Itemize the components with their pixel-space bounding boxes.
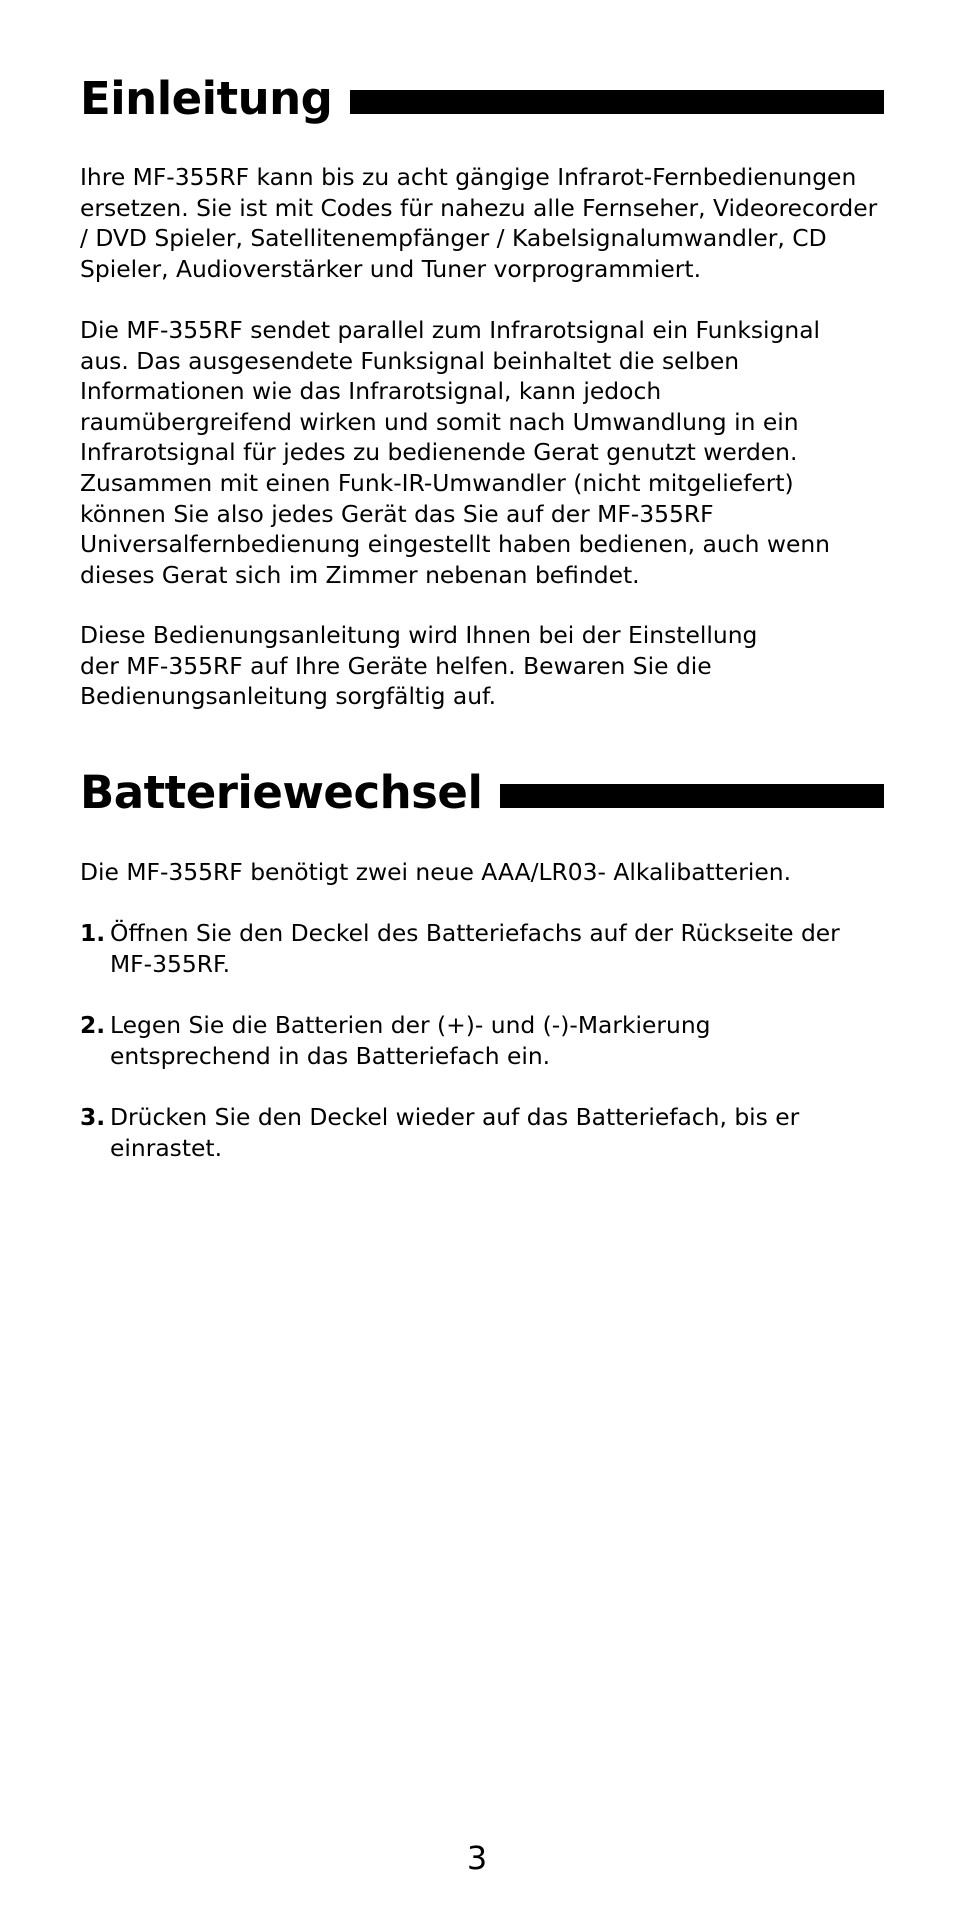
section-heading-row-batteriewechsel xyxy=(80,766,884,819)
battery-paragraph: Die MF-355RF benötigt zwei neue AAA/LR03- Alkalibatterien. xyxy=(80,858,792,886)
step-text: Legen Sie die Batterien der (+)- und (-)-Markierung entsprechend in das Batteriefach ein. xyxy=(110,1011,711,1070)
section-heading-batteriewechsel: Batteriewechsel xyxy=(80,766,483,819)
section-heading-row-einleitung xyxy=(80,72,884,125)
intro-paragraph-1: Ihre MF-355RF kann bis zu acht gängige Infrarot-Fernbedienungen ersetzen. Sie ist mit Codes für nahezu alle Fernseher, Videorecorder / DVD Spieler, Satellitenempfänger / Kabelsignalumwandler, CD Spieler, Audioverstärker und Tuner vorprogrammiert. xyxy=(80,163,878,283)
section-heading-einleitung: Einleitung xyxy=(80,72,333,125)
list-item-step-2 xyxy=(80,1010,884,1071)
step-number: 3. xyxy=(80,1103,106,1131)
list-item-step-1 xyxy=(80,918,884,979)
step-number: 1. xyxy=(80,919,106,947)
step-number: 2. xyxy=(80,1011,106,1039)
list-item-step-3 xyxy=(80,1102,884,1163)
step-text: Drücken Sie den Deckel wieder auf das Batteriefach, bis er einrastet. xyxy=(110,1103,800,1162)
heading-rule xyxy=(350,90,884,114)
step-text: Öffnen Sie den Deckel des Batteriefachs auf der Rückseite der MF-355RF. xyxy=(110,919,840,978)
page-number: 3 xyxy=(466,1839,488,1877)
intro-paragraph-2: Die MF-355RF sendet parallel zum Infrarotsignal ein Funksignal aus. Das ausgesendete Funksignal beinhaltet die selben Informationen wie das Infrarotsignal, kann jedoch raumübergreifend wirken und somit nach Umwandlung in ein Infrarotsignal für jedes zu bedienende Gerat genutzt werden. Zusammen mit einen Funk-IR-Umwandler (nicht mitgeliefert) können Sie also jedes Gerät das Sie auf der MF-355RF Universalfernbedienung eingestellt haben bedienen, auch wenn dieses Gerat sich im Zimmer nebenan befindet. xyxy=(80,316,830,589)
heading-rule xyxy=(500,784,884,808)
intro-paragraph-3: Diese Bedienungsanleitung wird Ihnen bei der Einstellung der MF-355RF auf Ihre Geräte helfen. Bewaren Sie die Bedienungsanleitung sorgfältig auf. xyxy=(80,621,758,711)
